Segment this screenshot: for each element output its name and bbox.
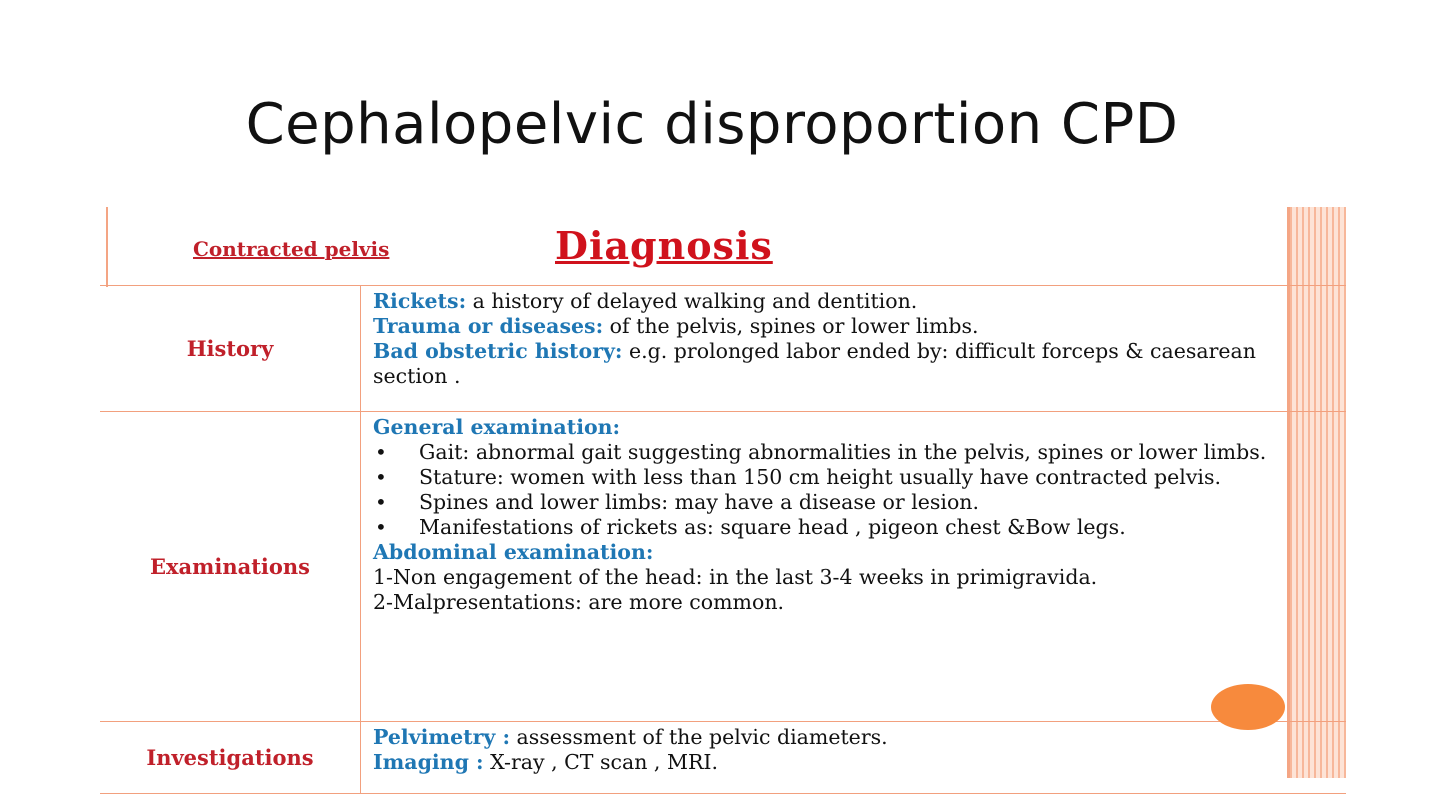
diagnosis-heading: Diagnosis: [555, 223, 773, 268]
history-item: Rickets: a history of delayed walking and dentition.: [373, 289, 918, 313]
list-item: • Spines and lower limbs: may have a disease or lesion.: [419, 490, 1332, 515]
list-item: • Stature: women with less than 150 cm height usually have contracted pelvis.: [419, 465, 1332, 490]
table-row-history: [100, 286, 1346, 412]
diagnosis-panel: [100, 207, 1346, 778]
examinations-content: [361, 412, 1347, 722]
row-label-history: History: [100, 286, 361, 412]
investigations-content: [361, 722, 1347, 794]
contracted-pelvis-link[interactable]: Contracted pelvis: [193, 237, 390, 261]
history-content: [361, 286, 1347, 412]
history-item: Trauma or diseases: of the pelvis, spines or lower limbs.: [373, 314, 979, 338]
history-item: Bad obstetric history: e.g. prolonged labor ended by: difficult forceps & caesarean section .: [373, 339, 1256, 388]
panel-header: [100, 207, 1290, 285]
table-row-examinations: [100, 412, 1346, 722]
abdominal-item: 1-Non engagement of the head: in the last 3-4 weeks in primigravida.: [373, 565, 1098, 589]
slide-title: Cephalopelvic disproportion CPD: [245, 92, 1179, 157]
list-item: • Manifestations of rickets as: square head , pigeon chest &Bow legs.: [419, 515, 1332, 540]
abdominal-exam-heading: Abdominal examination:: [373, 540, 654, 564]
general-exam-heading: General examination:: [373, 415, 621, 439]
list-item: • Gait: abnormal gait suggesting abnormalities in the pelvis, spines or lower limbs.: [419, 440, 1332, 465]
table-row-investigations: [100, 722, 1346, 794]
diagnosis-table: [100, 285, 1346, 794]
row-label-examinations: Examinations: [100, 412, 361, 722]
row-label-investigations: Investigations: [100, 722, 361, 794]
general-exam-list: [373, 440, 1332, 540]
investigation-item: Pelvimetry : assessment of the pelvic diameters.: [373, 725, 888, 749]
abdominal-item: 2-Malpresentations: are more common.: [373, 590, 785, 614]
orange-circle-decoration: [1211, 684, 1285, 730]
investigation-item: Imaging : X-ray , CT scan , MRI.: [373, 750, 718, 774]
